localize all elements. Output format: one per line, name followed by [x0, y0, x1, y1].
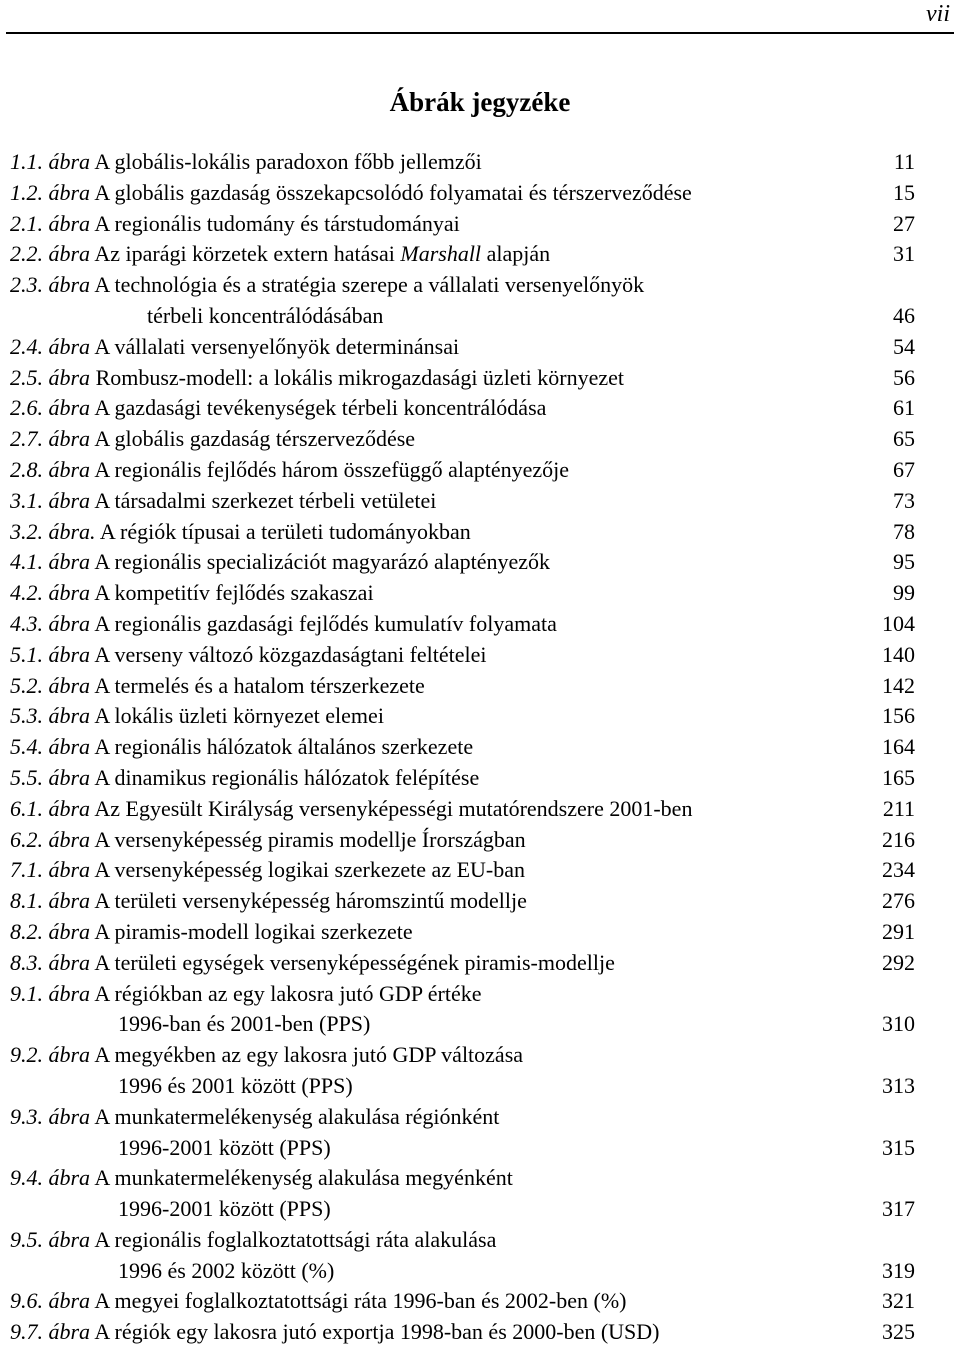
figure-entry[interactable]: [10, 794, 915, 825]
figure-page-number: 46: [893, 302, 915, 328]
figure-entry[interactable]: [10, 424, 915, 455]
figure-number: 2.1.: [10, 210, 43, 236]
figure-title: A technológia és a stratégia szerepe a vállalati versenyelőnyök: [94, 272, 645, 298]
figure-title: A megyékben az egy lakosra jutó GDP változása: [94, 1042, 524, 1068]
figure-title-continuation: 1996 és 2001 között (PPS): [118, 1072, 353, 1098]
figure-entry[interactable]: [10, 763, 915, 794]
figure-title-continuation: térbeli koncentrálódásában: [147, 302, 384, 328]
figure-label: ábra: [48, 1103, 91, 1129]
figure-entry[interactable]: [10, 270, 915, 332]
figure-title: A globális gazdaság térszerveződése: [94, 426, 416, 452]
figure-number: 5.2.: [10, 672, 43, 698]
figure-number: 9.1.: [10, 980, 43, 1006]
figure-page-number: 99: [893, 580, 915, 606]
figure-title-continuation: 1996-ban és 2001-ben (PPS): [118, 1011, 371, 1037]
figure-entry-line: [10, 886, 915, 917]
figure-entry[interactable]: [10, 1317, 915, 1348]
figure-entry-line: [10, 578, 915, 609]
figure-number: 4.3.: [10, 610, 43, 636]
figure-page-number: 15: [893, 179, 915, 205]
figure-entry[interactable]: [10, 332, 915, 363]
figure-title: A globális gazdaság összekapcsolódó folyamatai és térszerveződése: [94, 179, 692, 205]
figure-title: A lokális üzleti környezet elemei: [94, 703, 384, 729]
figure-label: ábra: [48, 395, 91, 421]
figure-title: A régiókban az egy lakosra jutó GDP értéke: [94, 980, 482, 1006]
figure-entry-line: [10, 147, 915, 178]
figure-page-number: 31: [893, 241, 915, 267]
figure-entry-line: [10, 270, 915, 301]
figure-entry[interactable]: [10, 455, 915, 486]
figure-entry-line: [10, 1317, 915, 1348]
figure-number: 5.1.: [10, 641, 43, 667]
figure-page-number: 54: [893, 333, 915, 359]
figure-entry-line: [10, 794, 915, 825]
figure-title: A vállalati versenyelőnyök determinánsai: [94, 333, 460, 359]
figure-label: ábra: [48, 703, 91, 729]
figure-number: 6.1.: [10, 795, 43, 821]
figure-label: ábra: [48, 149, 91, 174]
figure-entry[interactable]: [10, 855, 915, 886]
figure-entry[interactable]: [10, 948, 915, 979]
figure-entry[interactable]: [10, 979, 915, 1041]
figure-number: 6.2.: [10, 826, 43, 852]
figure-title: A munkatermelékenység alakulása megyénként: [94, 1165, 513, 1191]
figure-entry[interactable]: [10, 609, 915, 640]
figure-entry[interactable]: [10, 209, 915, 240]
figure-number: 2.4.: [10, 333, 43, 359]
figure-number: 2.6.: [10, 395, 43, 421]
figure-entry-line: [10, 855, 915, 886]
figure-label: ábra: [48, 888, 91, 914]
figure-entry[interactable]: [10, 1225, 915, 1287]
figure-entry[interactable]: [10, 517, 915, 548]
figure-label: ábra: [48, 918, 91, 944]
figure-label: ábra: [48, 734, 91, 760]
figure-label: ábra: [48, 487, 91, 513]
figure-label: ábra: [48, 1319, 91, 1345]
figure-page-number: 317: [882, 1196, 915, 1222]
figure-label: ábra: [48, 949, 91, 975]
figure-number: 2.3.: [10, 272, 43, 298]
figure-page-number: 65: [893, 426, 915, 452]
figure-list: [10, 147, 915, 1348]
figure-entry[interactable]: [10, 363, 915, 394]
figure-title: A megyei foglalkoztatottsági ráta 1996-ban és 2002-ben (%): [94, 1288, 627, 1314]
figure-entry-line: [10, 701, 915, 732]
figure-title-continuation: 1996-2001 között (PPS): [118, 1134, 331, 1160]
figure-entry[interactable]: [10, 486, 915, 517]
figure-label: ábra.: [48, 518, 96, 544]
figure-entry[interactable]: [10, 701, 915, 732]
figure-page-number: 156: [882, 703, 915, 729]
figure-entry[interactable]: [10, 578, 915, 609]
figure-entry[interactable]: [10, 1286, 915, 1317]
figure-entry-line: [10, 1102, 915, 1133]
figure-entry[interactable]: [10, 671, 915, 702]
figure-number: 9.7.: [10, 1319, 43, 1345]
figure-label: ábra: [48, 795, 91, 821]
figure-number: 8.2.: [10, 918, 43, 944]
figure-entry-line: [10, 1225, 915, 1256]
figure-entry-continuation-line: [10, 1071, 915, 1102]
figure-title: A regionális hálózatok általános szerkezete: [94, 734, 474, 760]
figure-entry[interactable]: [10, 1163, 915, 1225]
figure-number: 3.1.: [10, 487, 43, 513]
figure-entry-line: [10, 1163, 915, 1194]
figure-label: ábra: [48, 333, 91, 359]
figure-page-number: 56: [893, 364, 915, 390]
figure-page-number: 142: [882, 672, 915, 698]
figure-number: 1.2.: [10, 179, 43, 205]
figure-title: A regionális fejlődés három összefüggő alaptényezője: [94, 456, 570, 482]
figure-number: 8.3.: [10, 949, 43, 975]
figure-entry[interactable]: [10, 732, 915, 763]
figure-page-number: 165: [882, 764, 915, 790]
figure-label: ábra: [48, 241, 91, 267]
figure-page-number: 61: [893, 395, 915, 421]
figure-entry-line: [10, 455, 915, 486]
figure-page-number: 216: [882, 826, 915, 852]
figure-number: 9.2.: [10, 1042, 43, 1068]
figure-entry[interactable]: [10, 1102, 915, 1164]
figure-number: 9.4.: [10, 1165, 43, 1191]
figure-entry-line: [10, 1286, 915, 1317]
figure-entry-line: [10, 825, 915, 856]
figure-entry-line: [10, 239, 915, 270]
figure-page-number: 291: [882, 918, 915, 944]
figure-label: ábra: [48, 210, 91, 236]
figure-number: 1.1.: [10, 149, 43, 174]
figure-title: A regionális specializációt magyarázó alaptényezők: [94, 549, 551, 575]
figure-number: 9.3.: [10, 1103, 43, 1129]
figure-title-suffix: alapján: [481, 241, 551, 267]
figure-title-continuation: 1996-2001 között (PPS): [118, 1196, 331, 1222]
header-rule: [6, 32, 954, 34]
figure-label: ábra: [48, 1288, 91, 1314]
figure-title: Rombusz-modell: a lokális mikrogazdasági üzleti környezet: [95, 364, 625, 390]
figure-number: 5.5.: [10, 764, 43, 790]
figure-page-number: 319: [882, 1257, 915, 1283]
figure-title: A régiók egy lakosra jutó exportja 1998-ban és 2000-ben (USD): [94, 1319, 660, 1345]
figure-label: ábra: [48, 610, 91, 636]
figure-entry[interactable]: [10, 547, 915, 578]
figure-label: ábra: [48, 641, 91, 667]
figure-page-number: 315: [882, 1134, 915, 1160]
figure-title: A verseny változó közgazdaságtani feltételei: [94, 641, 487, 667]
figure-number: 2.7.: [10, 426, 43, 452]
figure-label: ábra: [48, 456, 91, 482]
figure-label: ábra: [48, 580, 91, 606]
figure-title: A gazdasági tevékenységek térbeli koncentrálódása: [94, 395, 547, 421]
figure-title: A regionális foglalkoztatottsági ráta alakulása: [94, 1226, 497, 1252]
figure-label: ábra: [48, 364, 91, 390]
figure-label: ábra: [48, 857, 91, 883]
figure-title: Az Egyesült Királyság versenyképességi mutatórendszere 2001-ben: [94, 795, 693, 821]
figure-label: ábra: [48, 1226, 91, 1252]
figure-title: A versenyképesség piramis modellje Írországban: [94, 826, 526, 852]
figure-page-number: 11: [893, 149, 915, 174]
figure-label: ábra: [48, 672, 91, 698]
figure-title: A regionális tudomány és társtudományai: [94, 210, 460, 236]
figure-page-number: 78: [893, 518, 915, 544]
figure-entry-line: [10, 640, 915, 671]
figure-entry-line: [10, 948, 915, 979]
figure-page-number: 276: [882, 888, 915, 914]
figure-entry-line: [10, 178, 915, 209]
figure-entry-continuation-line: [10, 1009, 915, 1040]
figure-label: ábra: [48, 1042, 91, 1068]
figure-entry-line: [10, 363, 915, 394]
figure-entry-continuation-line: [10, 1256, 915, 1287]
figure-label: ábra: [48, 179, 91, 205]
figure-label: ábra: [48, 980, 91, 1006]
figure-title: A területi egységek versenyképességének piramis-modellje: [94, 949, 615, 975]
page-title: Ábrák jegyzéke: [389, 87, 571, 117]
figure-title: A területi versenyképesség háromszintű modellje: [94, 888, 527, 914]
figure-page-number: 67: [893, 456, 915, 482]
figure-entry[interactable]: [10, 1040, 915, 1102]
figure-number: 8.1.: [10, 888, 43, 914]
figure-number: 7.1.: [10, 857, 43, 883]
figure-entry-line: [10, 209, 915, 240]
figure-page-number: 95: [893, 549, 915, 575]
figure-title: Az iparági körzetek extern hatásai: [94, 241, 395, 267]
figure-page-number: 140: [882, 641, 915, 667]
figure-number: 3.2.: [10, 518, 43, 544]
figure-title: A társadalmi szerkezet térbeli vetületei: [94, 487, 437, 513]
figure-number: 2.5.: [10, 364, 43, 390]
figure-page-number: 27: [893, 210, 915, 236]
figure-entry-continuation-line: [10, 1133, 915, 1164]
figure-title: A régiók típusai a területi tudományokban: [99, 518, 471, 544]
figure-number: 2.8.: [10, 456, 43, 482]
figure-entry[interactable]: [10, 917, 915, 948]
figure-entry-line: [10, 732, 915, 763]
figure-label: ábra: [48, 549, 91, 575]
figure-entry-line: [10, 332, 915, 363]
figure-entry-line: [10, 517, 915, 548]
figure-title: A dinamikus regionális hálózatok felépítése: [94, 764, 480, 790]
figure-page-number: 164: [882, 734, 915, 760]
figure-entry-line: [10, 547, 915, 578]
figure-entry[interactable]: [10, 239, 915, 270]
figure-label: ábra: [48, 1165, 91, 1191]
figure-entry[interactable]: [10, 178, 915, 209]
figure-entry-continuation-line: [10, 1194, 915, 1225]
figure-page-number: 325: [882, 1319, 915, 1345]
figure-entry[interactable]: [10, 825, 915, 856]
figure-title-italic: Marshall: [400, 241, 482, 267]
figure-entry-line: [10, 1040, 915, 1071]
figure-page-number: 104: [882, 610, 915, 636]
figure-page-number: 234: [882, 857, 915, 883]
figure-number: 4.1.: [10, 549, 43, 575]
figure-title: A munkatermelékenység alakulása régiónként: [94, 1103, 500, 1129]
figure-entry-continuation-line: [10, 301, 915, 332]
figure-entry[interactable]: [10, 393, 915, 424]
figure-page-number: 321: [882, 1288, 915, 1314]
figure-label: ábra: [48, 272, 91, 298]
figure-page-number: 73: [893, 487, 915, 513]
figure-number: 5.4.: [10, 734, 43, 760]
figure-title: A piramis-modell logikai szerkezete: [94, 918, 413, 944]
page-number: vii: [926, 1, 950, 27]
figure-page-number: 211: [882, 795, 915, 821]
figure-number: 9.5.: [10, 1226, 43, 1252]
figure-title-continuation: 1996 és 2002 között (%): [118, 1257, 335, 1283]
figure-page-number: 313: [882, 1072, 915, 1098]
figure-entry-line: [10, 979, 915, 1010]
figure-title: A termelés és a hatalom térszerkezete: [94, 672, 425, 698]
figure-number: 5.3.: [10, 703, 43, 729]
figure-title: A kompetitív fejlődés szakaszai: [94, 580, 374, 606]
figure-title: A regionális gazdasági fejlődés kumulatív folyamata: [94, 610, 557, 636]
figure-label: ábra: [48, 764, 91, 790]
figure-entry-line: [10, 393, 915, 424]
figure-entry-line: [10, 671, 915, 702]
figure-entry-line: [10, 763, 915, 794]
figure-page-number: 310: [882, 1011, 915, 1037]
figure-entry[interactable]: [10, 147, 915, 178]
figure-entry-line: [10, 609, 915, 640]
figure-number: 4.2.: [10, 580, 43, 606]
figure-label: ábra: [48, 826, 91, 852]
figure-number: 2.2.: [10, 241, 43, 267]
figure-title: A versenyképesség logikai szerkezete az EU-ban: [94, 857, 526, 883]
figure-entry-line: [10, 424, 915, 455]
figure-number: 9.6.: [10, 1288, 43, 1314]
figure-entry[interactable]: [10, 886, 915, 917]
figure-page-number: 292: [882, 949, 915, 975]
figure-entry-line: [10, 486, 915, 517]
figure-label: ábra: [48, 426, 91, 452]
figure-entry[interactable]: [10, 640, 915, 671]
figure-title: A globális-lokális paradoxon főbb jellemzői: [94, 149, 482, 174]
figure-entry-line: [10, 917, 915, 948]
